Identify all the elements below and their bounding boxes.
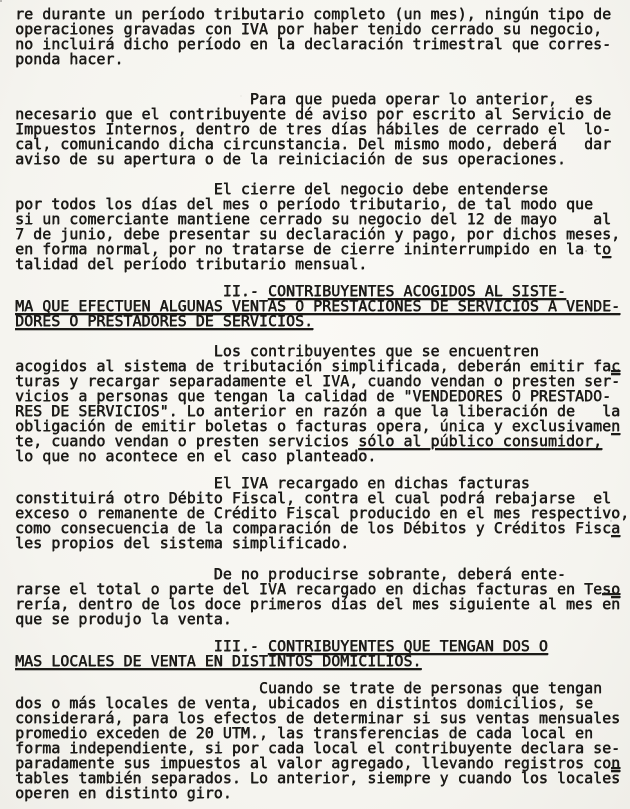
scan-noise [0,0,2,2]
heading-line: MAS LOCALES DE VENTA EN DISTINTOS DOMICILIOS. [15,652,422,670]
text-line: tables también separados. Lo anterior, siempre y cuando los $locale\overline{s}$ [15,769,621,787]
text-line: Cuando se trate de personas que tengan [15,679,602,697]
text-line: Impuestos Internos, dentro de tres días hábiles de cerrado el lo- [15,120,612,138]
text-line: RES DE SERVICIOS". Lo anterior en razón a que la liberación de la [15,402,621,420]
text-line: vicios a personas que tengan la calidad de "VENDEDORES O PRESTADO- [15,387,612,405]
text-line: rarse el total o parte del IVA recargado en dichas facturas en Teso [15,580,621,598]
paragraph-2 [15,92,630,167]
text-line: talidad del período tributario mensual. [15,255,368,273]
text-line: rería, dentro de los doce primeros días del mes siguiente al mes $\overline{en}$ [15,595,621,613]
text-line: lo que no acontece en el caso planteado. [15,447,377,465]
text-line: si un comerciante mantiene cerrado su negocio del 12 de mayo al [15,210,612,228]
text-line: como consecuencia de la comparación de los Débitos y Créditos Fisca [15,519,621,537]
text-line: turas y recargar separadamente el IVA, cuando vendan o presten ser- [15,372,621,390]
section-heading-iii [15,639,630,669]
text-line: operaciones gravadas con IVA por haber tenido cerrado su negocio, [15,20,602,38]
heading-line: MA QUE EFECTUEN ALGUNAS VENTAS O PRESTACIONES DE SERVICIOS A VENDE- [15,297,621,315]
heading-line: II.- CONTRIBUYENTES ACOGIDOS AL SISTE- [15,282,566,300]
text-line: 7 de junio, debe presentar su declaración y pago, por dichos meses, [15,225,621,243]
text-line: necesario que el contribuyente dé aviso por escrito al Servicio de [15,105,612,123]
text-line: aviso de su apertura o de la reiniciación de sus operaciones. [15,150,566,168]
text-line: exceso o remanente de Crédito Fiscal producido en el mes respectivo, [15,504,630,522]
heading-line: DORES O PRESTADORES DE SERVICIOS. [15,312,314,330]
paragraph-5 [15,476,630,551]
text-line: ponda hacer. [15,50,124,68]
text-line: constituirá otro Débito Fiscal, contra el cual podrá rebajarse el [15,489,612,507]
heading-line: III.- CONTRIBUYENTES QUE TENGAN DOS O [15,637,548,655]
text-line: El cierre del negocio debe entenderse [15,180,548,198]
text-line: promedio exceden de 20 UTM., las transferencias de cada local en [15,724,593,742]
paragraph-1 [15,7,630,67]
text-line: re durante un período tributario completo (un mes), ningún tipo de [15,5,612,23]
text-line: en forma normal, por no tratarse de cierre ininterrumpido en la to [15,240,612,258]
paragraph-7 [15,681,630,801]
text-line: De no producirse sobrante, deberá ente- [15,565,566,583]
text-line: El IVA recargado en dichas facturas [15,474,530,492]
text-line: forma independiente, si por cada local el contribuyente declara se- [15,739,621,757]
text-line: Para que pueda operar lo anterior, es [15,90,593,108]
text-line: que se produjo la venta. [15,610,232,628]
text-line: operen en distinto giro. [15,784,232,802]
section-heading-ii [15,284,630,329]
paragraph-3 [15,182,630,272]
text-line: Los contribuyentes que se encuentren [15,342,539,360]
text-line: les propios del sistema simplificado. [15,534,350,552]
text-line: considerará, para los efectos de determinar si sus ventas mensuales [15,709,621,727]
text-line: dos o más locales de venta, ubicados en distintos domicilios, se [15,694,593,712]
text-line: obligación de emitir boletas o facturas opera, única y exclusivamen [15,417,621,435]
text-line: cal, comunicando dicha circunstancia. Del mismo modo, deberá dar [15,135,612,153]
text-line: por todos los días del mes o período tributario, de tal modo que [15,195,593,213]
paragraph-4 [15,344,630,464]
text-line: paradamente sus impuestos al valor agregado, llevando registros con [15,754,621,772]
text-line: no incluirá dicho período en la declaración trimestral que corres- [15,35,612,53]
paragraph-6 [15,567,630,627]
text-line: acogidos al sistema de tributación simplificada, deberán emitir fac [15,357,621,375]
text-line: te, cuando vendan o presten servicios sólo al público consumidor, [15,432,603,450]
